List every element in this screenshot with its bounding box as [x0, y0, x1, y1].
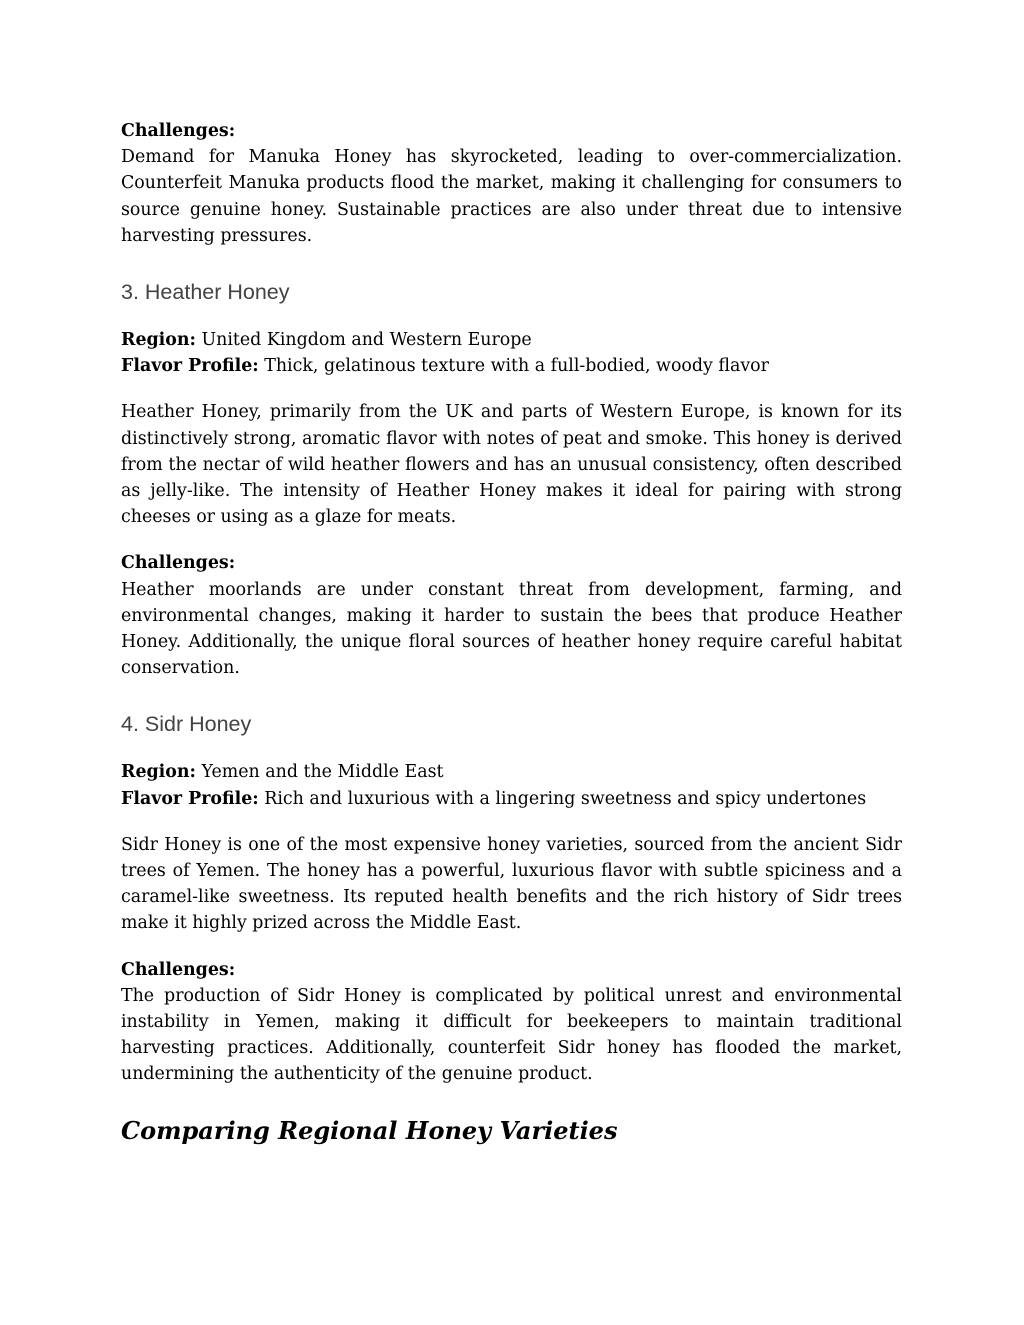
sidr-challenges-label: Challenges: [121, 959, 236, 980]
heather-flavor-label: Flavor Profile: [121, 356, 259, 377]
sidr-flavor-line [121, 786, 902, 812]
manuka-challenges-text: Demand for Manuka Honey has skyrocketed, leading to over-commercialization. Counterfeit Manuka products flood the market, making it challenging for consumers to source genuine honey. Sustainable practices are also under threat due to intensive harvesting pressures. [121, 147, 902, 246]
heather-challenges-text: Heather moorlands are under constant threat from development, farming, and environmental changes, making it harder to sustain the bees that produce Heather Honey. Additionally, the unique floral sources of heather honey require careful habitat conservation. [121, 579, 902, 679]
heather-flavor-value: Thick, gelatinous texture with a full-bodied, woody flavor [258, 356, 769, 377]
manuka-challenges-label: Challenges: [121, 121, 236, 141]
document-page [121, 118, 902, 1146]
sidr-region-value: Yemen and the Middle East [195, 762, 444, 783]
sidr-honey-heading: 4. Sidr Honey [121, 712, 252, 737]
heather-challenges-label: Challenges: [121, 553, 236, 574]
sidr-region-line [121, 759, 902, 785]
heather-flavor-line [121, 353, 902, 379]
heather-description: Heather Honey, primarily from the UK and parts of Western Europe, is known for its distinctively strong, aromatic flavor with notes of peat and smoke. This honey is derived from the nectar of wild heather flowers and has an unusual consistency, often described as jelly-like. The intensity of Heather Honey makes it ideal for pairing with strong cheeses or using as a glaze for meats. [121, 402, 902, 528]
sidr-flavor-value: Rich and luxurious with a lingering sweetness and spicy undertones [258, 788, 867, 809]
comparison-heading: Comparing Regional Honey Varieties [121, 1115, 618, 1145]
heather-region-value: United Kingdom and Western Europe [195, 330, 532, 351]
sidr-region-label: Region: [121, 762, 196, 783]
heather-region-line [121, 327, 902, 353]
heather-honey-heading: 3. Heather Honey [121, 280, 290, 305]
heather-region-label: Region: [121, 330, 196, 351]
sidr-description: Sidr Honey is one of the most expensive honey varieties, sourced from the ancient Sidr trees of Yemen. The honey has a powerful, luxurious flavor with subtle spiciness and a caramel-like sweetness. Its reputed health benefits and the rich history of Sidr trees make it highly prized across the Middle East. [121, 834, 902, 934]
sidr-challenges-text: The production of Sidr Honey is complicated by political unrest and environmental instability in Yemen, making it difficult for beekeepers to maintain traditional harvesting practices. Additionally, counterfeit Sidr honey has flooded the market, undermining the authenticity of the genuine product. [121, 985, 902, 1085]
sidr-flavor-label: Flavor Profile: [121, 788, 259, 809]
